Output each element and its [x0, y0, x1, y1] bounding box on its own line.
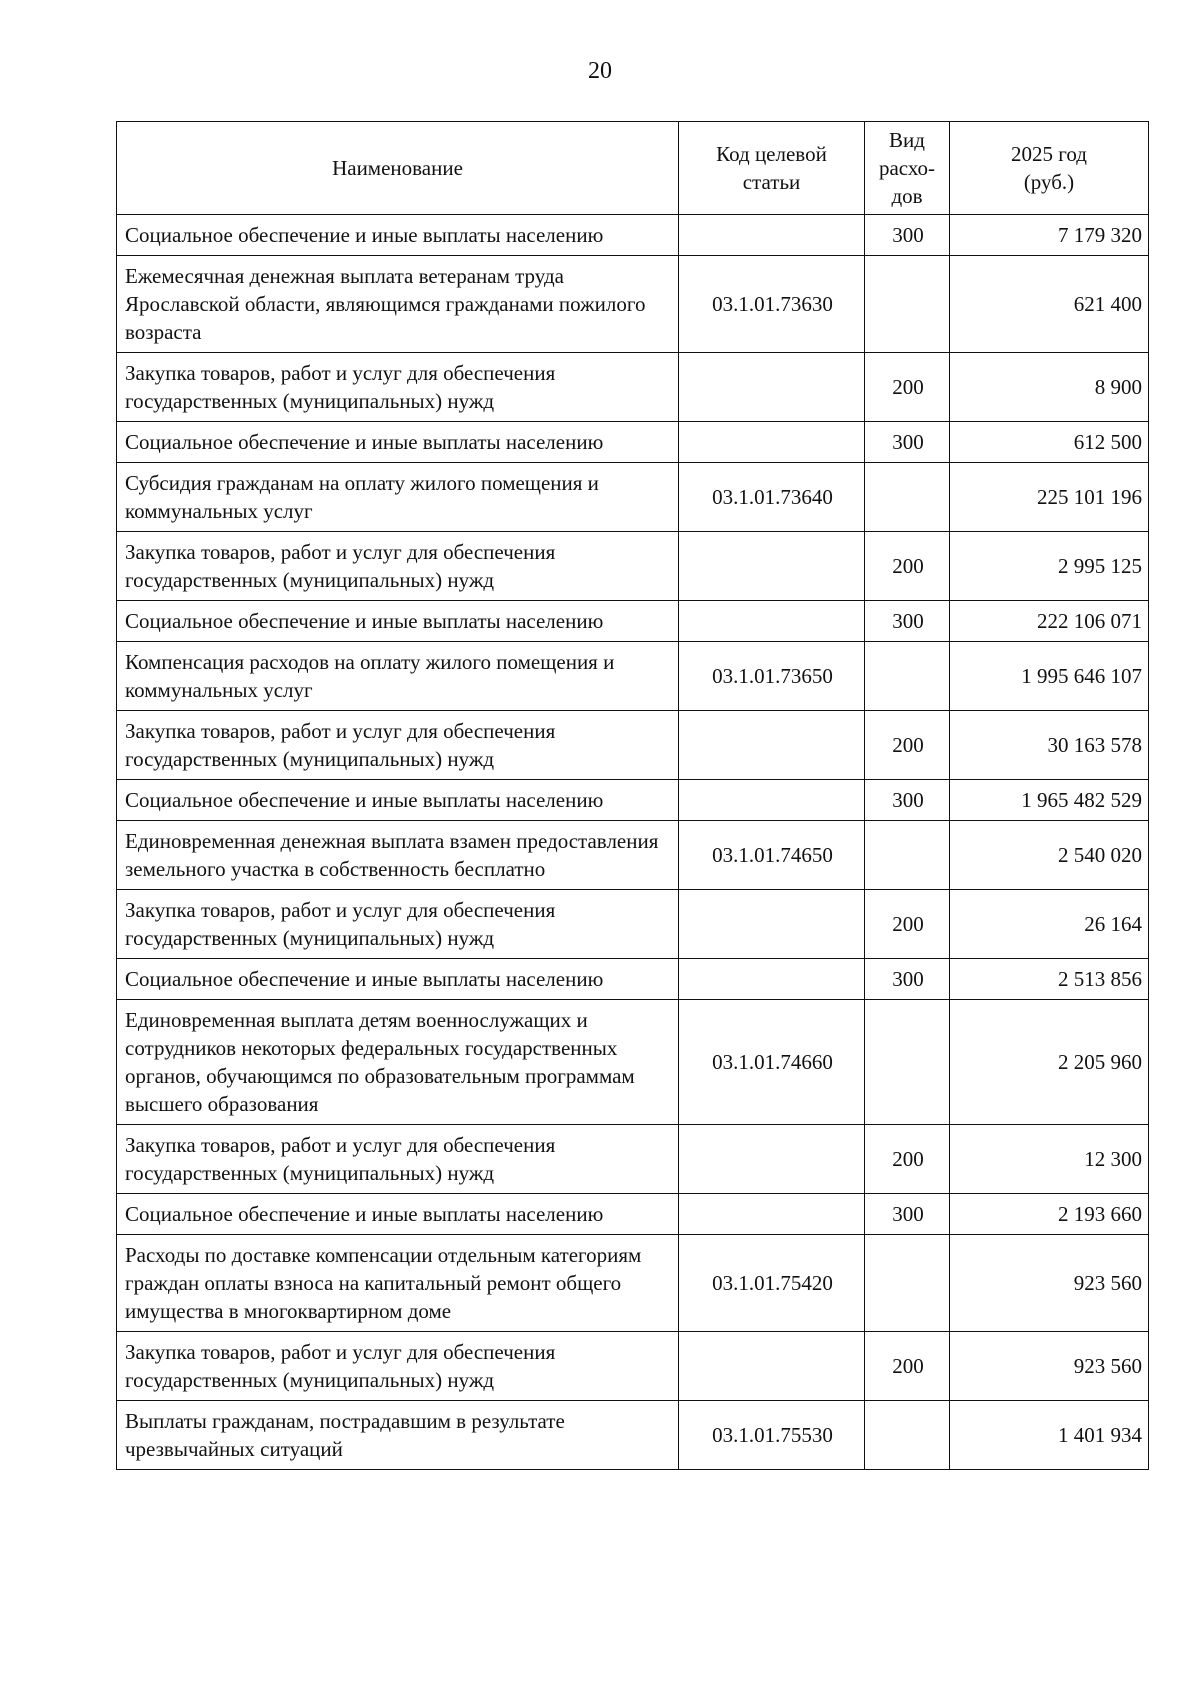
- cell-amount: 1 401 934: [950, 1401, 1149, 1470]
- cell-amount: 12 300: [950, 1125, 1149, 1194]
- cell-amount: 2 193 660: [950, 1194, 1149, 1235]
- cell-expense-kind: 300: [865, 422, 950, 463]
- cell-expense-kind: [865, 642, 950, 711]
- table-row: [117, 1332, 1149, 1401]
- cell-amount: 621 400: [950, 256, 1149, 353]
- cell-expense-kind: 200: [865, 711, 950, 780]
- cell-expense-kind: [865, 1000, 950, 1125]
- page-number: 20: [588, 58, 612, 84]
- cell-expense-kind: [865, 463, 950, 532]
- cell-name: Социальное обеспечение и иные выплаты населению: [117, 1194, 679, 1235]
- cell-name: Расходы по доставке компенсации отдельным категориям граждан оплаты взноса на капитальный ремонт общего имущества в многоквартирном доме: [117, 1235, 679, 1332]
- table-row: [117, 1125, 1149, 1194]
- table-row: [117, 821, 1149, 890]
- cell-target-code: [679, 353, 865, 422]
- cell-amount: 1 995 646 107: [950, 642, 1149, 711]
- header-name: Наименование: [117, 122, 679, 215]
- table-row: [117, 1235, 1149, 1332]
- cell-expense-kind: 300: [865, 1194, 950, 1235]
- cell-amount: 225 101 196: [950, 463, 1149, 532]
- cell-name: Социальное обеспечение и иные выплаты населению: [117, 422, 679, 463]
- cell-name: Единовременная выплата детям военнослужащих и сотрудников некоторых федеральных государственных органов, обучающимся по образовательным программам высшего образования: [117, 1000, 679, 1125]
- cell-expense-kind: 300: [865, 959, 950, 1000]
- cell-target-code: [679, 959, 865, 1000]
- cell-name: Компенсация расходов на оплату жилого помещения и коммунальных услуг: [117, 642, 679, 711]
- cell-target-code: 03.1.01.74650: [679, 821, 865, 890]
- cell-target-code: [679, 1125, 865, 1194]
- header-expense-kind: Вид расхо- дов: [865, 122, 950, 215]
- cell-name: Социальное обеспечение и иные выплаты населению: [117, 780, 679, 821]
- cell-name: Закупка товаров, работ и услуг для обеспечения государственных (муниципальных) нужд: [117, 353, 679, 422]
- cell-target-code: [679, 532, 865, 601]
- cell-target-code: 03.1.01.73630: [679, 256, 865, 353]
- cell-name: Закупка товаров, работ и услуг для обеспечения государственных (муниципальных) нужд: [117, 1332, 679, 1401]
- cell-amount: 2 540 020: [950, 821, 1149, 890]
- cell-amount: 2 205 960: [950, 1000, 1149, 1125]
- cell-expense-kind: 200: [865, 1332, 950, 1401]
- budget-table: [116, 121, 1149, 1470]
- table-header-row: [117, 122, 1149, 215]
- cell-amount: 923 560: [950, 1332, 1149, 1401]
- table-row: [117, 642, 1149, 711]
- cell-expense-kind: 200: [865, 532, 950, 601]
- cell-name: Закупка товаров, работ и услуг для обеспечения государственных (муниципальных) нужд: [117, 1125, 679, 1194]
- cell-name: Закупка товаров, работ и услуг для обеспечения государственных (муниципальных) нужд: [117, 532, 679, 601]
- cell-expense-kind: 300: [865, 601, 950, 642]
- cell-name: Закупка товаров, работ и услуг для обеспечения государственных (муниципальных) нужд: [117, 711, 679, 780]
- cell-expense-kind: 200: [865, 353, 950, 422]
- cell-name: Единовременная денежная выплата взамен предоставления земельного участка в собственность бесплатно: [117, 821, 679, 890]
- cell-amount: 222 106 071: [950, 601, 1149, 642]
- cell-expense-kind: [865, 256, 950, 353]
- cell-target-code: [679, 890, 865, 959]
- cell-amount: 30 163 578: [950, 711, 1149, 780]
- cell-amount: 7 179 320: [950, 215, 1149, 256]
- cell-name: Субсидия гражданам на оплату жилого помещения и коммунальных услуг: [117, 463, 679, 532]
- cell-target-code: [679, 601, 865, 642]
- cell-amount: 1 965 482 529: [950, 780, 1149, 821]
- cell-target-code: [679, 1332, 865, 1401]
- table-row: [117, 711, 1149, 780]
- cell-expense-kind: 200: [865, 890, 950, 959]
- table-row: [117, 463, 1149, 532]
- table-row: [117, 601, 1149, 642]
- cell-expense-kind: 200: [865, 1125, 950, 1194]
- cell-expense-kind: 300: [865, 215, 950, 256]
- cell-amount: 2 995 125: [950, 532, 1149, 601]
- cell-name: Социальное обеспечение и иные выплаты населению: [117, 215, 679, 256]
- cell-name: Выплаты гражданам, пострадавшим в результате чрезвычайных ситуаций: [117, 1401, 679, 1470]
- table-row: [117, 422, 1149, 463]
- table-row: [117, 1194, 1149, 1235]
- cell-amount: 2 513 856: [950, 959, 1149, 1000]
- cell-amount: 26 164: [950, 890, 1149, 959]
- cell-target-code: 03.1.01.75530: [679, 1401, 865, 1470]
- cell-target-code: 03.1.01.73640: [679, 463, 865, 532]
- cell-target-code: 03.1.01.73650: [679, 642, 865, 711]
- header-year-2025: 2025 год (руб.): [950, 122, 1149, 215]
- cell-expense-kind: [865, 1235, 950, 1332]
- table-row: [117, 353, 1149, 422]
- table-row: [117, 1401, 1149, 1470]
- cell-expense-kind: [865, 1401, 950, 1470]
- table-row: [117, 890, 1149, 959]
- table-row: [117, 215, 1149, 256]
- table-row: [117, 1000, 1149, 1125]
- cell-name: Закупка товаров, работ и услуг для обеспечения государственных (муниципальных) нужд: [117, 890, 679, 959]
- cell-target-code: [679, 780, 865, 821]
- table-row: [117, 780, 1149, 821]
- cell-amount: 612 500: [950, 422, 1149, 463]
- header-target-code: Код целевой статьи: [679, 122, 865, 215]
- cell-target-code: 03.1.01.75420: [679, 1235, 865, 1332]
- cell-expense-kind: [865, 821, 950, 890]
- cell-name: Социальное обеспечение и иные выплаты населению: [117, 601, 679, 642]
- cell-name: Ежемесячная денежная выплата ветеранам труда Ярославской области, являющимся гражданами пожилого возраста: [117, 256, 679, 353]
- table-row: [117, 959, 1149, 1000]
- cell-expense-kind: 300: [865, 780, 950, 821]
- cell-target-code: [679, 711, 865, 780]
- cell-target-code: [679, 1194, 865, 1235]
- cell-amount: 923 560: [950, 1235, 1149, 1332]
- cell-target-code: [679, 215, 865, 256]
- cell-target-code: 03.1.01.74660: [679, 1000, 865, 1125]
- table-row: [117, 256, 1149, 353]
- table-row: [117, 532, 1149, 601]
- cell-target-code: [679, 422, 865, 463]
- cell-name: Социальное обеспечение и иные выплаты населению: [117, 959, 679, 1000]
- cell-amount: 8 900: [950, 353, 1149, 422]
